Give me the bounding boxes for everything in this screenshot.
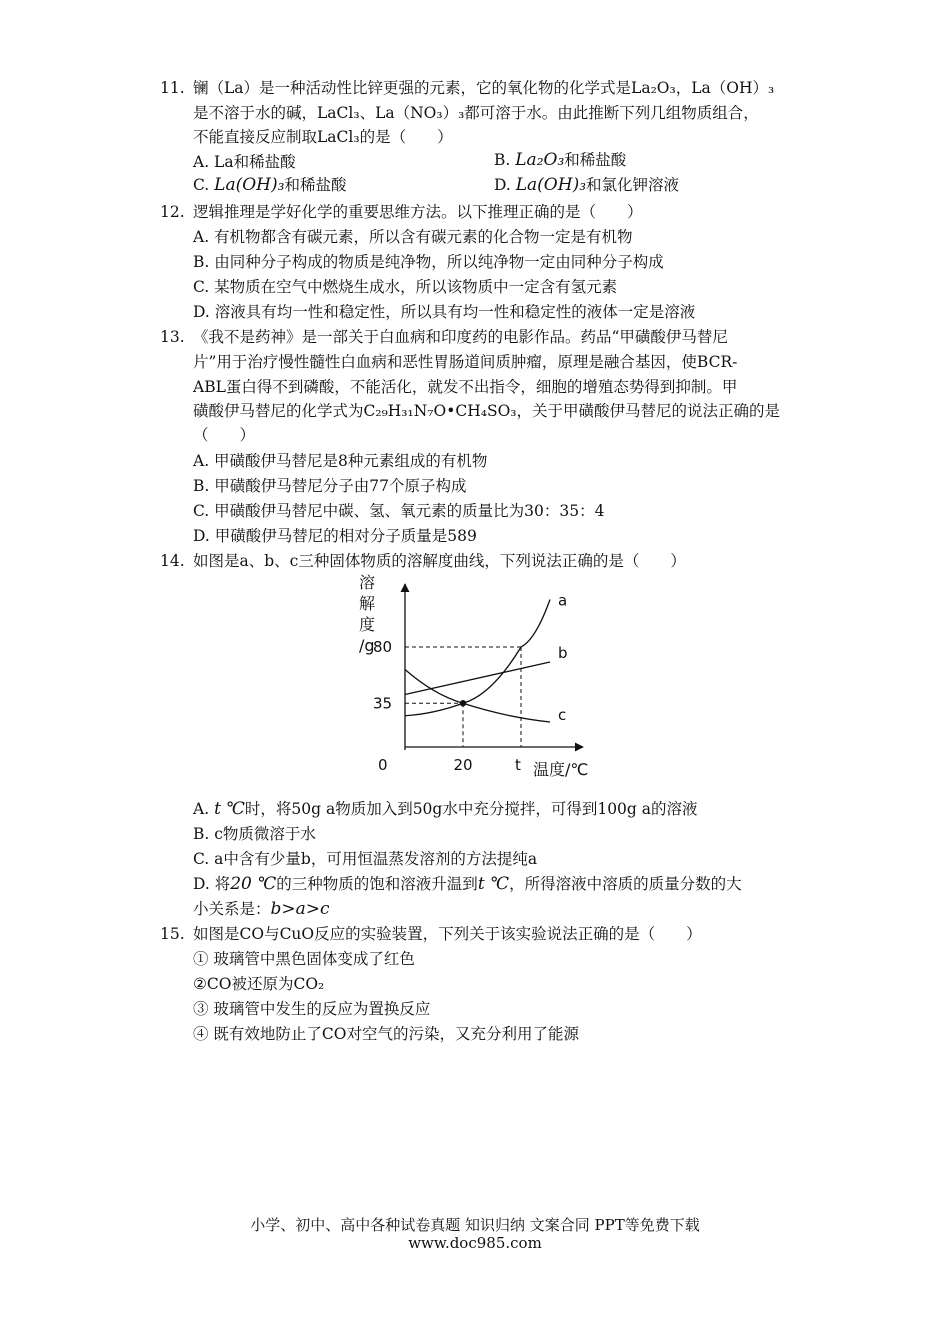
q15-statement-2: ②CO被还原为CO₂ [193, 975, 325, 993]
q11-option-d-formula: La(OH)₃ [515, 175, 587, 195]
x-tick-label: t [515, 756, 521, 774]
intersection-point [460, 700, 466, 706]
q15-statement-4: ④ 既有效地防止了CO对空气的污染，又充分利用了能源 [193, 1025, 579, 1043]
curve-b [405, 662, 550, 695]
q12-number: 12. [160, 203, 185, 221]
q14-option-d: D. 将20 ℃的三种物质的饱和溶液升温到t ℃，所得溶液中溶质的质量分数的大 [193, 874, 742, 894]
curve-label-b: b [558, 644, 568, 662]
q13-stem-line2: 片”用于治疗慢性髓性白血病和恶性胃肠道间质肿瘤，原理是融合基因，使BCR- [193, 353, 738, 371]
y-axis-label-char: 度 [359, 615, 376, 634]
q12-stem: 逻辑推理是学好化学的重要思维方法。以下推理正确的是（ ） [193, 203, 643, 221]
q13-stem-line1: 《我不是药神》是一部关于白血病和印度药的电影作品。药品“甲磺酸伊马替尼 [193, 328, 728, 346]
q13-option-a: A. 甲磺酸伊马替尼是8种元素组成的有机物 [193, 452, 488, 470]
q15-statement-3: ③ 玻璃管中发生的反应为置换反应 [193, 1000, 431, 1018]
q11-stem-line3: 不能直接反应制取LaCl₃的是（ ） [193, 128, 453, 146]
q11-option-a: A. La和稀盐酸 [193, 153, 296, 171]
q13-number: 13. [160, 328, 185, 346]
x-tick-label: 0 [378, 756, 388, 774]
q15-stem: 如图是CO与CuO反应的实验装置，下列关于该实验说法正确的是（ ） [193, 925, 702, 943]
q14-option-b: B. c物质微溶于水 [193, 825, 316, 843]
q13-option-b: B. 甲磺酸伊马替尼分子由77个原子构成 [193, 477, 467, 495]
q14-relation: b>a>c [270, 899, 330, 919]
q11-option-c: C. La(OH)₃和稀盐酸 [193, 175, 347, 195]
curve-label-c: c [558, 706, 567, 724]
x-tick-label: 20 [453, 756, 473, 774]
curve-label-a: a [558, 591, 568, 610]
curve-c [405, 670, 550, 723]
q11-option-b-formula: La₂O₃ [515, 150, 565, 170]
q15-number: 15. [160, 925, 185, 943]
y-axis-label-char: /g [359, 636, 375, 655]
q14-option-a: A. t ℃时，将50g a物质加入到50g水中充分搅拌，可得到100g a的溶液 [193, 799, 698, 819]
q11-option-b: B. La₂O₃和稀盐酸 [494, 150, 627, 170]
q14-number: 14. [160, 552, 185, 570]
q13-stem-line5: （ ） [193, 426, 256, 444]
q11-stem-line1: 镧（La）是一种活动性比锌更强的元素，它的氧化物的化学式是La₂O₃，La（OH）₃ [193, 79, 775, 97]
q12-option-d: D. 溶液具有均一性和稳定性，所以具有均一性和稳定性的液体一定是溶液 [193, 303, 696, 321]
y-axis-label-char: 溶 [359, 573, 376, 592]
q12-option-a: A. 有机物都含有碳元素，所以含有碳元素的化合物一定是有机物 [193, 228, 633, 246]
q12-option-b: B. 由同种分子构成的物质是纯净物，所以纯净物一定由同种分子构成 [193, 253, 664, 271]
q14-option-d-line2: 小关系是：b>a>c [193, 899, 330, 919]
q13-stem-line3: ABL蛋白得不到磷酸，不能活化，就发不出指令，细胞的增殖态势得到抑制。甲 [193, 378, 738, 396]
y-axis-label-char: 解 [359, 594, 376, 613]
q11-option-d: D. La(OH)₃和氯化钾溶液 [494, 175, 680, 195]
curve-a [405, 600, 550, 716]
footer-url: www.doc985.com [408, 1234, 542, 1252]
q11-option-c-formula: La(OH)₃ [214, 175, 285, 195]
y-tick-label: 35 [373, 694, 393, 713]
q11-number: 11. [160, 79, 185, 97]
q13-stem-line4: 磺酸伊马替尼的化学式为C₂₉H₃₁N₇O•CH₄SO₃，关于甲磺酸伊马替尼的说法正确的是 [193, 402, 780, 420]
x-axis-label: 温度/℃ [533, 760, 589, 779]
q13-option-d: D. 甲磺酸伊马替尼的相对分子质量是589 [193, 527, 477, 545]
q15-statement-1: ① 玻璃管中黑色固体变成了红色 [193, 950, 415, 968]
q14-option-c: C. a中含有少量b，可用恒温蒸发溶剂的方法提纯a [193, 850, 538, 868]
q14-stem: 如图是a、b、c三种固体物质的溶解度曲线，下列说法正确的是（ ） [193, 552, 686, 570]
q11-stem-line2: 是不溶于水的碱，LaCl₃、La（NO₃）₃都可溶于水。由此推断下列几组物质组合， [193, 104, 759, 122]
y-tick-label: 80 [373, 638, 393, 656]
solubility-curve-chart [355, 572, 605, 787]
footer-line1: 小学、初中、高中各种试卷真题 知识归纳 文案合同 PPT等免费下载 [250, 1216, 700, 1234]
q12-option-c: C. 某物质在空气中燃烧生成水，所以该物质中一定含有氢元素 [193, 278, 618, 296]
q13-option-c: C. 甲磺酸伊马替尼中碳、氢、氧元素的质量比为30：35：4 [193, 502, 605, 520]
